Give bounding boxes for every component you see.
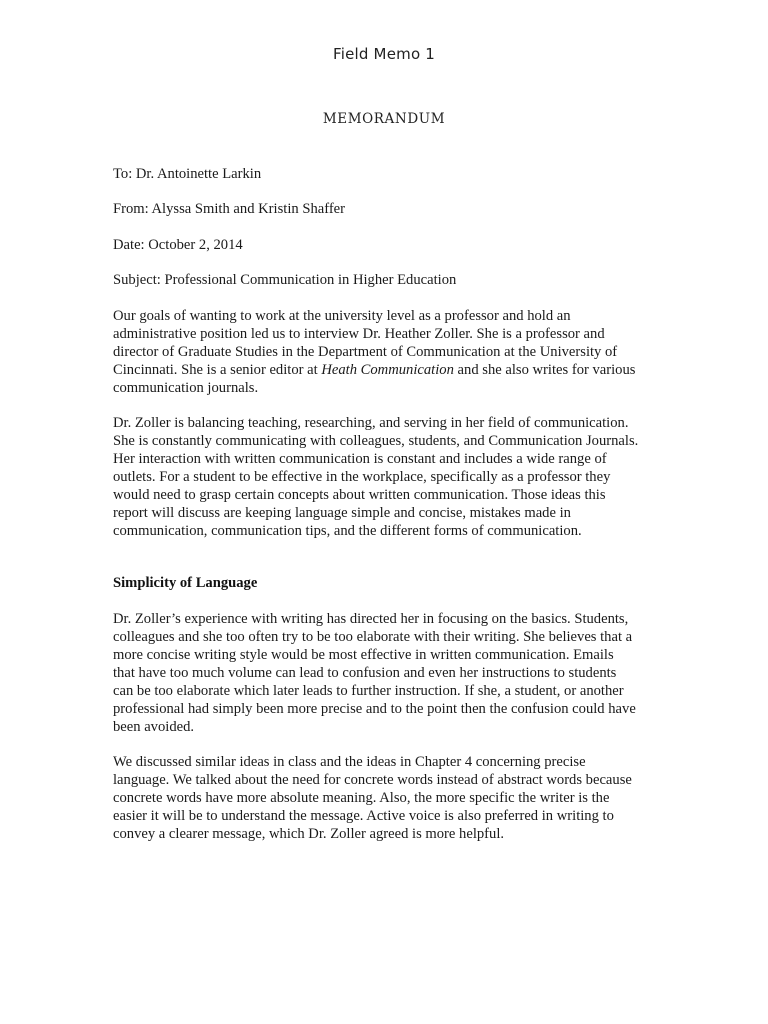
paragraph-line: We discussed similar ideas in class and the ideas in Chapter 4 concerning precise [113, 754, 586, 770]
paragraph-line: language. We talked about the need for concrete words instead of abstract words because [113, 772, 632, 788]
memo-subject-line: Subject: Professional Communication in Higher Education [113, 272, 457, 288]
paragraph-line: report will discuss are keeping language simple and concise, mistakes made in [113, 505, 571, 521]
paragraph-line: director of Graduate Studies in the Department of Communication at the University of [113, 344, 618, 360]
running-header: Field Memo 1 [332, 45, 436, 63]
paragraph-line: Dr. Zoller’s experience with writing has directed her in focusing on the basics. Students, [113, 611, 629, 627]
paragraph-line: easier it will be to understand the message. Active voice is also preferred in writing to [113, 808, 614, 824]
journal-title: Heath Communication [321, 362, 454, 378]
memo-title: MEMORANDUM [322, 111, 446, 127]
paragraph-balancing [113, 414, 673, 540]
memo-from-line: From: Alyssa Smith and Kristin Shaffer [113, 201, 346, 217]
paragraph-line: communication journals. [113, 380, 259, 396]
paragraph-line: administrative position led us to interview Dr. Heather Zoller. She is a professor and [113, 326, 605, 342]
paragraph-line: Our goals of wanting to work at the university level as a professor and hold an [113, 308, 571, 324]
paragraph-line: more concise writing style would be most effective in written communication. Emails [113, 647, 614, 663]
memo-to-line: To: Dr. Antoinette Larkin [113, 166, 262, 182]
section-heading: Simplicity of Language [113, 575, 258, 591]
paragraph-class-discussion [113, 753, 673, 843]
paragraph-line: colleagues and she too often try to be too elaborate with their writing. She believes that a [113, 629, 633, 645]
paragraph-line: Her interaction with written communication is constant and includes a wide range of [113, 451, 607, 467]
paragraph-line [113, 361, 673, 379]
paragraph-simplicity [113, 610, 673, 736]
paragraph-intro [113, 307, 673, 397]
text-segment: and she also writes for various [453, 362, 636, 378]
paragraph-line: can be too elaborate which later leads to further instruction. If she, a student, or another [113, 683, 624, 699]
paragraph-line: concrete words have more absolute meaning. Also, the more specific the writer is the [113, 790, 610, 806]
memo-date-line: Date: October 2, 2014 [113, 237, 243, 253]
paragraph-line: that have too much volume can lead to confusion and even her instructions to students [113, 665, 617, 681]
paragraph-line: Dr. Zoller is balancing teaching, researching, and serving in her field of communication. [113, 415, 629, 431]
paragraph-line: outlets. For a student to be effective in the workplace, specifically as a professor they [113, 469, 611, 485]
paragraph-line: convey a clearer message, which Dr. Zoller agreed is more helpful. [113, 826, 505, 842]
paragraph-line: would need to grasp certain concepts about written communication. Those ideas this [113, 487, 606, 503]
paragraph-line: been avoided. [113, 719, 195, 735]
text-segment: Cincinnati. She is a senior editor at [113, 362, 322, 378]
paragraph-line: communication, communication tips, and the different forms of communication. [113, 523, 582, 539]
paragraph-line: She is constantly communicating with colleagues, students, and Communication Journals. [113, 433, 639, 449]
paragraph-line: professional had simply been more precise and to the point then the confusion could have [113, 701, 636, 717]
